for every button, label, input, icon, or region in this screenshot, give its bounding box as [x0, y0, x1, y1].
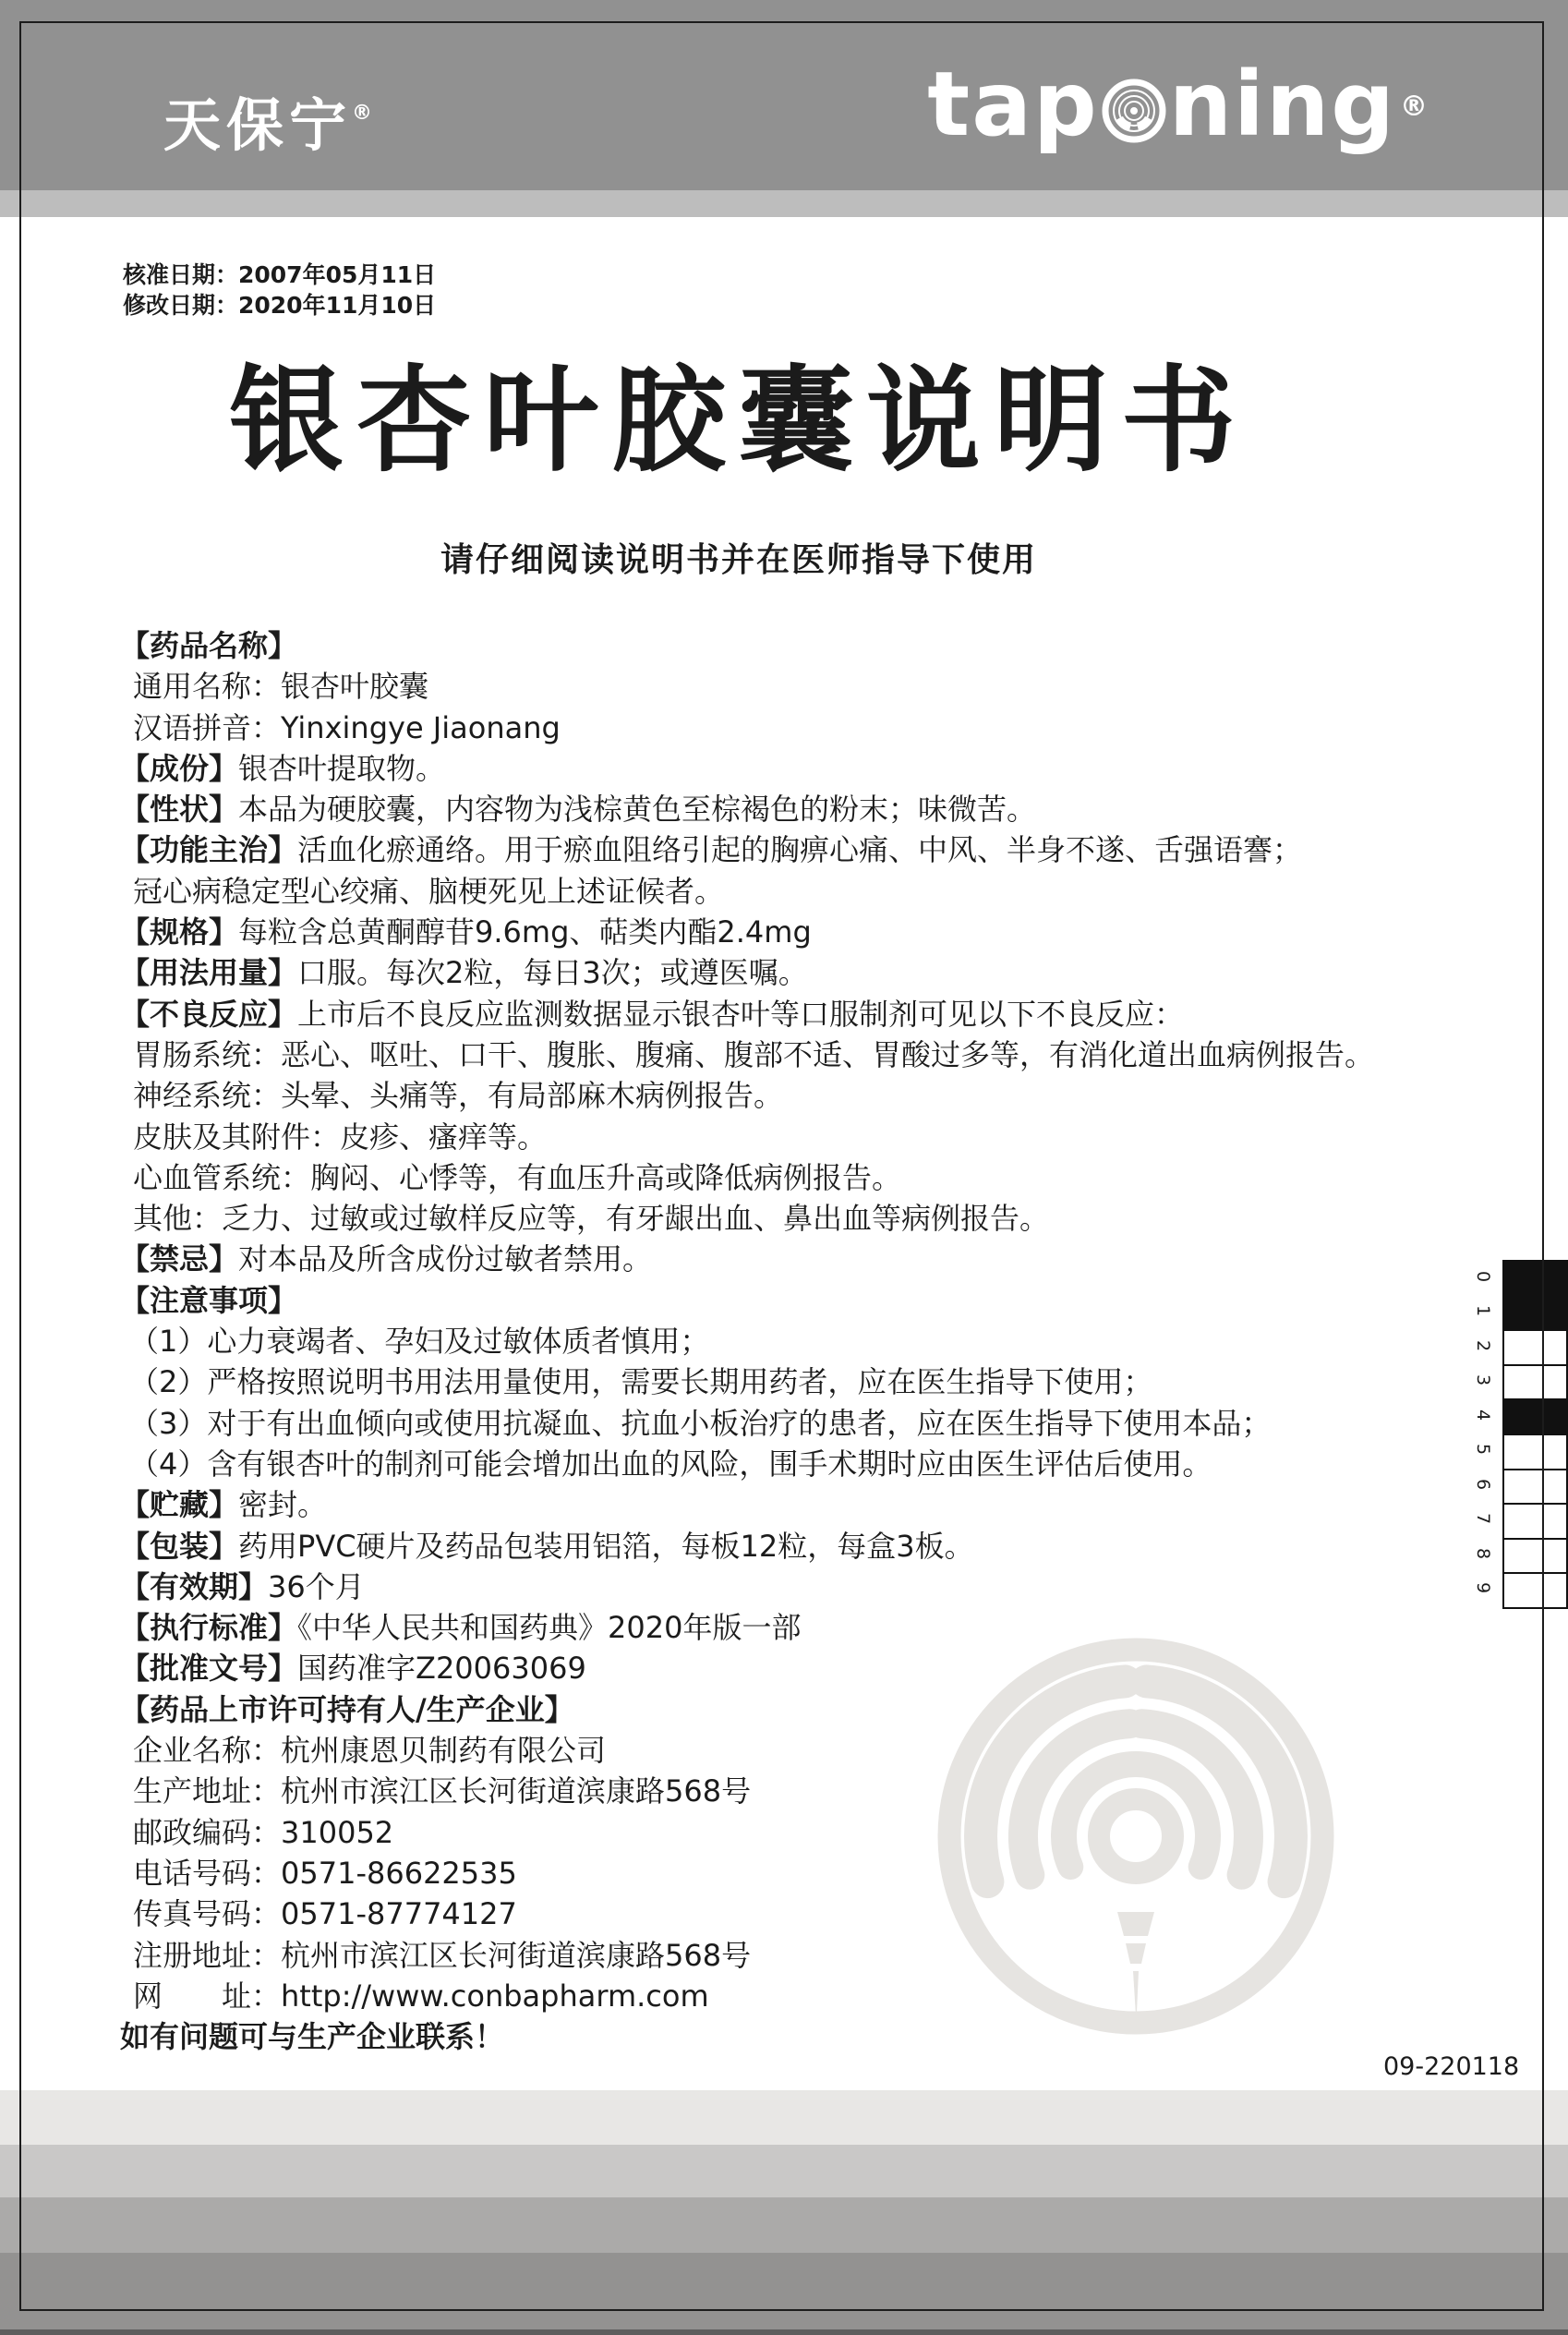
brand-en-part2: ning: [1168, 53, 1396, 156]
drug-name-header: 【药品名称】: [120, 628, 298, 663]
registered-address: 注册地址：杭州市滨江区长河街道滨康路568号: [133, 1937, 752, 1973]
revision-date: 修改日期：2020年11月10日: [123, 292, 437, 319]
calibration-digit: 4: [1473, 1409, 1493, 1422]
precautions-header: 【注意事项】: [120, 1282, 298, 1318]
calibration-digit: 1: [1473, 1304, 1493, 1317]
footer-band-1: [0, 2090, 1568, 2145]
approval-number: 【批准文号】国药准字Z20063069: [120, 1651, 586, 1687]
leaflet-body: [120, 625, 1375, 2057]
specification: 【规格】每粒含总黄酮醇苷9.6mg、萜类内酯2.4mg: [120, 914, 812, 950]
calibration-cell-1: [1504, 1297, 1566, 1332]
adverse-cardio: 心血管系统：胸闷、心悸等，有血压升高或降低病例报告。: [133, 1159, 902, 1195]
registered-trademark-icon: ®: [352, 102, 373, 125]
calibration-cell-4: [1504, 1400, 1566, 1435]
brand-cn-text: 天保宁: [163, 91, 353, 159]
calibration-cell-0: [1504, 1262, 1566, 1297]
website-url: 网 址：http://www.conbapharm.com: [133, 1978, 709, 2014]
page-title: 银杏叶胶囊说明书: [228, 355, 1248, 488]
calibration-cell-5: [1504, 1435, 1566, 1470]
calibration-digit: 2: [1473, 1339, 1493, 1352]
pinyin-name: 汉语拼音：Yinxingye Jiaonang: [133, 709, 561, 745]
phone-number: 电话号码：0571-86622535: [133, 1855, 517, 1891]
taponing-o-emblem-icon: [1101, 78, 1167, 144]
calibration-digit: 8: [1473, 1547, 1493, 1560]
calibration-cell-8: [1504, 1540, 1566, 1575]
calibration-digit: 9: [1473, 1581, 1493, 1594]
shelf-life: 【有效期】36个月: [120, 1568, 365, 1604]
company-name: 企业名称：杭州康恩贝制药有限公司: [133, 1733, 607, 1769]
calibration-digit: 7: [1473, 1512, 1493, 1525]
ingredients: 【成份】银杏叶提取物。: [120, 750, 446, 786]
footer-band-3: [0, 2197, 1568, 2253]
calibration-cell-2: [1504, 1331, 1566, 1366]
generic-name: 通用名称：银杏叶胶囊: [133, 669, 429, 705]
precaution-1: （1）心力衰竭者、孕妇及过敏体质者慎用；: [129, 1324, 710, 1360]
dosage: 【用法用量】口服。每次2粒，每日3次；或遵医嘱。: [120, 955, 808, 991]
license-holder-header: 【药品上市许可持有人/生产企业】: [120, 1691, 574, 1727]
description: 【性状】本品为硬胶囊，内容物为浅棕黄色至棕褐色的粉末；味微苦。: [120, 792, 1037, 828]
production-address: 生产地址：杭州市滨江区长河街道滨康路568号: [133, 1773, 752, 1809]
functions-indications-cont: 冠心病稳定型心绞痛、脑梗死见上述证候者。: [133, 873, 725, 909]
print-calibration-strip: [1502, 1260, 1568, 1609]
footer-band-4: [0, 2253, 1568, 2329]
precaution-2: （2）严格按照说明书用法用量使用，需要长期用药者，应在医生指导下使用；: [129, 1364, 1153, 1400]
adverse-skin: 皮肤及其附件：皮疹、瘙痒等。: [133, 1119, 548, 1155]
calibration-digit: 5: [1473, 1443, 1493, 1456]
calibration-cell-6: [1504, 1470, 1566, 1506]
approval-date: 核准日期：2007年05月11日: [123, 261, 437, 288]
adverse-reactions-header: 【不良反应】上市后不良反应监测数据显示银杏叶等口服制剂可见以下不良反应：: [120, 996, 1185, 1032]
executive-standard: 【执行标准】《中华人民共和国药典》2020年版一部: [120, 1610, 802, 1646]
brand-en-part1: tap: [927, 53, 1099, 156]
calibration-digit: 6: [1473, 1478, 1493, 1491]
brand-logo-tianbaoning: [163, 85, 373, 159]
calibration-digit: 3: [1473, 1373, 1493, 1386]
registered-trademark-icon: ®: [1400, 91, 1429, 123]
calibration-cell-9: [1504, 1574, 1566, 1607]
contact-note: 如有问题可与生产企业联系！: [120, 2019, 505, 2055]
calibration-digit: 0: [1473, 1270, 1493, 1283]
postal-code: 邮政编码：310052: [133, 1814, 394, 1850]
footer-band-5: [0, 2329, 1568, 2335]
calibration-cell-7: [1504, 1505, 1566, 1540]
footer-band-2: [0, 2145, 1568, 2197]
storage: 【贮藏】密封。: [120, 1487, 328, 1523]
calibration-cell-3: [1504, 1366, 1566, 1401]
header-light-gray-band: [0, 190, 1568, 217]
precaution-4: （4）含有银杏叶的制剂可能会增加出血的风险，围手术期时应由医生评估后使用。: [129, 1446, 1212, 1482]
contraindications: 【禁忌】对本品及所含成份过敏者禁用。: [120, 1241, 653, 1277]
adverse-gi: 胃肠系统：恶心、呕吐、口干、腹胀、腹痛、腹部不适、胃酸过多等，有消化道出血病例报告。: [133, 1036, 1375, 1072]
fax-number: 传真号码：0571-87774127: [133, 1896, 517, 1932]
brand-logo-taponing: [927, 53, 1429, 156]
page-subtitle: 请仔细阅读说明书并在医师指导下使用: [440, 541, 1037, 579]
precaution-3: （3）对于有出血倾向或使用抗凝血、抗血小板治疗的患者，应在医生指导下使用本品；: [129, 1405, 1272, 1441]
print-code: 09-220118: [1383, 2052, 1520, 2081]
approval-dates: [123, 260, 436, 321]
packaging: 【包装】药用PVC硬片及药品包装用铝箔，每板12粒，每盒3板。: [120, 1528, 974, 1564]
adverse-other: 其他：乏力、过敏或过敏样反应等，有牙龈出血、鼻出血等病例报告。: [133, 1201, 1050, 1237]
adverse-nervous: 神经系统：头晕、头痛等，有局部麻木病例报告。: [133, 1078, 784, 1114]
functions-indications: 【功能主治】活血化瘀通络。用于瘀血阻络引起的胸痹心痛、中风、半身不遂、舌强语謇；: [120, 832, 1303, 868]
